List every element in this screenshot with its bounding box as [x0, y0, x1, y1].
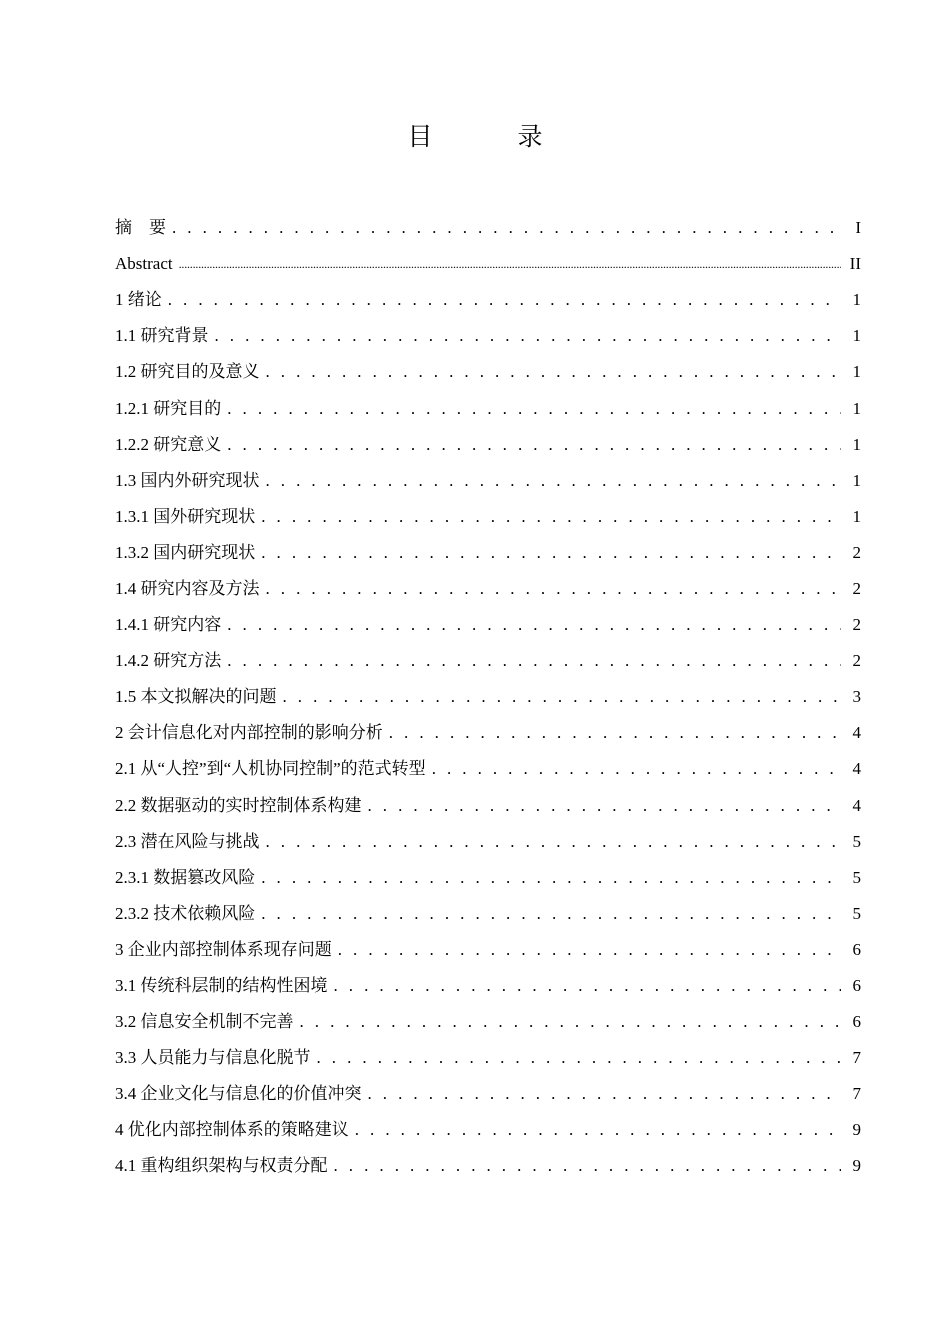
toc-leader-dots	[261, 903, 841, 925]
toc-leader-dots	[227, 650, 841, 672]
toc-leader-dots	[355, 1119, 841, 1141]
toc-entry-label: 3.1 传统科层制的结构性困境	[115, 976, 328, 996]
toc-entry-label: 4.1 重构组织架构与权责分配	[115, 1156, 328, 1176]
toc-entry[interactable]	[115, 282, 861, 318]
toc-leader-dots	[368, 795, 842, 817]
toc-entry-page: 2	[852, 542, 861, 562]
toc-leader-dots	[266, 578, 842, 600]
toc-entry-page: 9	[852, 1156, 861, 1176]
toc-entry-label: 3.3 人员能力与信息化脱节	[115, 1048, 311, 1068]
toc-entry-page: 1	[852, 362, 861, 382]
toc-entry-page: 1	[852, 290, 861, 310]
toc-entry[interactable]	[115, 571, 861, 607]
toc-entry-label: 2.3.1 数据篡改风险	[115, 867, 256, 887]
toc-leader-dots	[338, 939, 841, 961]
toc-entry[interactable]	[115, 968, 861, 1004]
toc-leader-dots	[300, 1011, 842, 1033]
toc-entry[interactable]	[115, 896, 861, 932]
toc-entry-page: 6	[852, 976, 861, 996]
toc-entry-page: 7	[852, 1048, 861, 1068]
toc-entry-label: 1.3.2 国内研究现状	[115, 542, 256, 562]
toc-entry-page: I	[855, 218, 861, 238]
toc-leader-dots	[283, 686, 842, 708]
toc-entry-page: 2	[852, 578, 861, 598]
toc-entry-page: 1	[852, 398, 861, 418]
toc-entry-page: 2	[852, 615, 861, 635]
toc-entry-abstract-en[interactable]	[115, 246, 861, 282]
toc-entry[interactable]	[115, 715, 861, 751]
toc-leader-dots	[179, 253, 841, 275]
toc-entry[interactable]	[115, 354, 861, 390]
toc-entry-page: 4	[852, 795, 861, 815]
toc-entry-page: 4	[852, 759, 861, 779]
toc-entry[interactable]	[115, 318, 861, 354]
toc-entry-label: 2.3 潜在风险与挑战	[115, 831, 260, 851]
toc-leader-dots	[266, 361, 842, 383]
toc-entry[interactable]	[115, 643, 861, 679]
toc-leader-dots	[172, 217, 841, 239]
toc-title: 目 录	[407, 124, 573, 151]
toc-entry[interactable]	[115, 463, 861, 499]
toc-entry-label: Abstract	[115, 254, 173, 274]
toc-leader-dots	[227, 398, 841, 420]
toc-entry-label: 1.2.1 研究目的	[115, 398, 222, 418]
toc-leader-dots	[334, 1155, 842, 1177]
toc-leader-dots	[266, 470, 842, 492]
toc-entry[interactable]	[115, 1112, 861, 1148]
toc-entry-page: 1	[852, 326, 861, 346]
toc-entry-label: 1.2.2 研究意义	[115, 434, 222, 454]
toc-entry-page: 1	[852, 506, 861, 526]
toc-entry-label: 摘 要	[115, 218, 166, 238]
toc-entry[interactable]	[115, 1004, 861, 1040]
toc-entry-label: 1.2 研究目的及意义	[115, 362, 260, 382]
toc-entry-page: 5	[852, 867, 861, 887]
toc-entry[interactable]	[115, 390, 861, 426]
toc-entry[interactable]	[115, 824, 861, 860]
toc-entry-label: 1.1 研究背景	[115, 326, 209, 346]
toc-entry-label: 1.3.1 国外研究现状	[115, 506, 256, 526]
toc-leader-dots	[317, 1047, 842, 1069]
toc-entry-label: 2.1 从“人控”到“人机协同控制”的范式转型	[115, 759, 426, 779]
toc-leader-dots	[261, 867, 841, 889]
toc-leader-dots	[261, 542, 841, 564]
toc-entry[interactable]	[115, 751, 861, 787]
toc-entry[interactable]	[115, 535, 861, 571]
toc-entry[interactable]	[115, 860, 861, 896]
toc-entry[interactable]	[115, 427, 861, 463]
toc-entry-label: 2.2 数据驱动的实时控制体系构建	[115, 795, 362, 815]
toc-entry[interactable]	[115, 499, 861, 535]
toc-entry-label: 3.4 企业文化与信息化的价值冲突	[115, 1084, 362, 1104]
toc-entry[interactable]	[115, 932, 861, 968]
toc-entry[interactable]	[115, 1040, 861, 1076]
toc-entry-label: 4 优化内部控制体系的策略建议	[115, 1120, 349, 1140]
toc-entry[interactable]	[115, 788, 861, 824]
toc-leader-dots	[389, 722, 841, 744]
toc-entry-page: 7	[852, 1084, 861, 1104]
toc-entry-page: 3	[852, 687, 861, 707]
toc-entry-label: 2.3.2 技术依赖风险	[115, 903, 256, 923]
toc-leader-dots	[261, 506, 841, 528]
toc-entry-page: 5	[852, 831, 861, 851]
toc-entry[interactable]	[115, 607, 861, 643]
toc-leader-dots	[168, 289, 841, 311]
toc-entry[interactable]	[115, 679, 861, 715]
toc-entry-page: 1	[852, 434, 861, 454]
toc-entry-page: 6	[852, 1012, 861, 1032]
toc-entry-abstract-cn[interactable]	[115, 210, 861, 246]
toc-leader-dots	[215, 325, 842, 347]
toc-leader-dots	[334, 975, 842, 997]
toc-entry[interactable]	[115, 1076, 861, 1112]
toc-list	[115, 210, 861, 1185]
toc-leader-dots	[266, 831, 842, 853]
toc-entry-label: 1.4.2 研究方法	[115, 651, 222, 671]
toc-entry-page: 5	[852, 903, 861, 923]
toc-leader-dots	[227, 434, 841, 456]
toc-entry-page: 4	[852, 723, 861, 743]
toc-entry-label: 2 会计信息化对内部控制的影响分析	[115, 723, 383, 743]
toc-entry-page: 6	[852, 939, 861, 959]
toc-entry-label: 1.3 国内外研究现状	[115, 470, 260, 490]
toc-entry-label: 1.4.1 研究内容	[115, 615, 222, 635]
toc-leader-dots	[432, 758, 841, 780]
toc-entry-page: 2	[852, 651, 861, 671]
toc-entry-page: 1	[852, 470, 861, 490]
toc-entry-page: 9	[852, 1120, 861, 1140]
toc-leader-dots	[227, 614, 841, 636]
toc-leader-dots	[368, 1083, 842, 1105]
toc-entry-label: 3.2 信息安全机制不完善	[115, 1012, 294, 1032]
toc-entry-label: 1.5 本文拟解决的问题	[115, 687, 277, 707]
toc-entry-label: 1.4 研究内容及方法	[115, 578, 260, 598]
toc-entry[interactable]	[115, 1148, 861, 1184]
toc-entry-label: 3 企业内部控制体系现存问题	[115, 939, 332, 959]
toc-entry-label: 1 绪论	[115, 290, 162, 310]
toc-entry-page: II	[849, 254, 861, 274]
